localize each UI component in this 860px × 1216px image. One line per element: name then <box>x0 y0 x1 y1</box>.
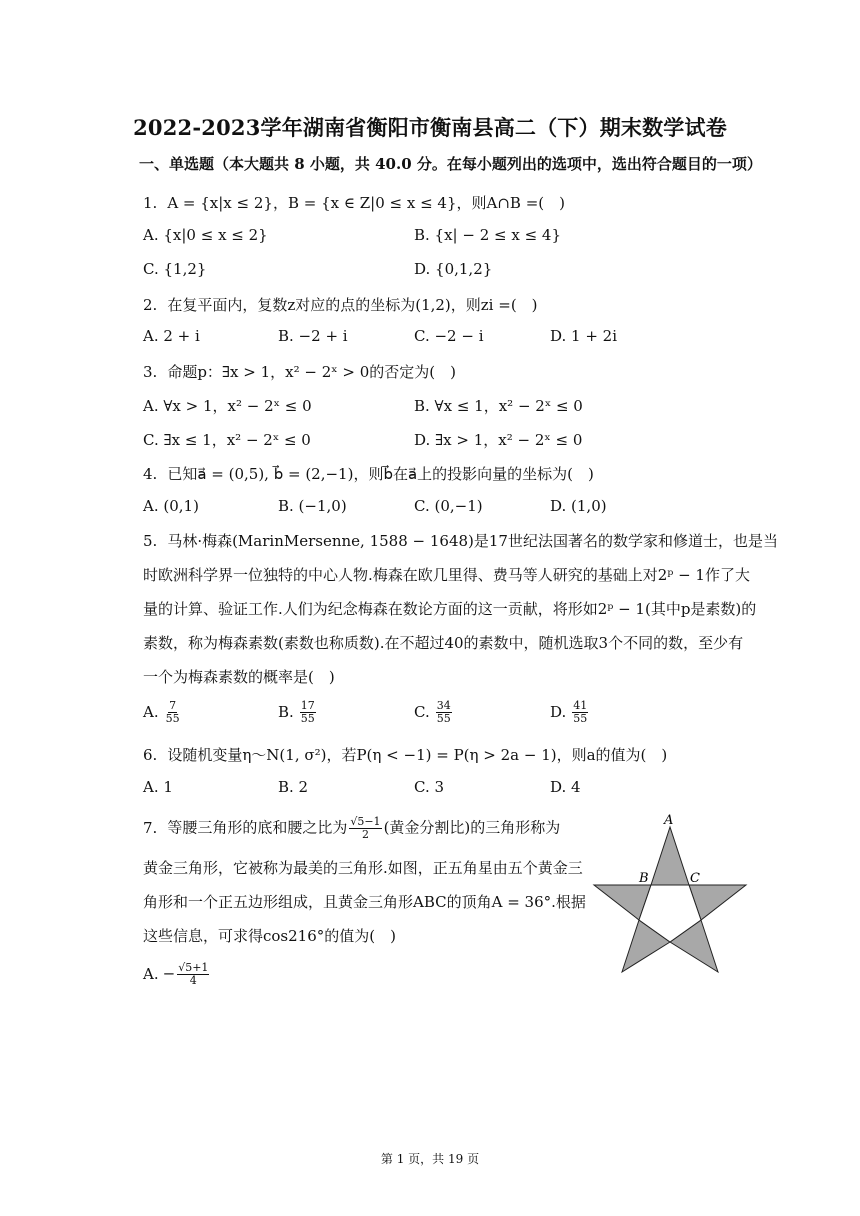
question-2 <box>143 294 538 315</box>
option-d: D. 4 <box>550 778 581 796</box>
numerator: 17 <box>300 699 315 712</box>
denominator: 55 <box>436 712 451 725</box>
question-5 <box>143 530 778 551</box>
numerator: 7 <box>169 699 177 712</box>
question-7 <box>143 816 560 841</box>
option-c: C. 3 <box>414 778 445 796</box>
option-a: A. ∀x > 1，x² − 2ˣ ≤ 0 <box>143 397 312 415</box>
fraction <box>572 700 588 725</box>
question-number: 1. <box>143 194 158 212</box>
question-number: 4. <box>143 465 158 483</box>
option-d: D. (1,0) <box>550 497 607 515</box>
denominator: 55 <box>300 712 315 725</box>
question-stem: 设随机变量η～N(1, σ²)，若P(η < −1) = P(η > 2a − 1)，则a的值为( ) <box>167 746 668 764</box>
denominator: 55 <box>165 712 180 725</box>
question-text-line: 一个为梅森素数的概率是( ) <box>143 668 335 686</box>
option-letter: C. <box>414 702 430 721</box>
option-b: B. −2 + i <box>278 327 348 345</box>
option-c: C. (0,−1) <box>414 497 483 515</box>
question-text: 等腰三角形的底和腰之比为 <box>167 818 348 837</box>
option-b: B. (−1,0) <box>278 497 347 515</box>
option-letter: A. <box>143 702 159 721</box>
option-d: D. ∃x > 1，x² − 2ˣ ≤ 0 <box>414 431 583 449</box>
option-letter: D. <box>550 702 567 721</box>
question-text: (黄金分割比)的三角形称为 <box>383 818 561 837</box>
question-1 <box>143 192 565 213</box>
option-b <box>278 700 318 725</box>
option-b: B. 2 <box>278 778 309 796</box>
option-a <box>143 700 183 725</box>
question-number: 6. <box>143 746 158 764</box>
question-text-line: 马林·梅森(MarinMersenne, 1588 − 1648)是17世纪法国著名的数学家和修道士，也是当 <box>167 532 778 550</box>
denominator: 55 <box>573 712 588 725</box>
numerator: 34 <box>436 699 451 712</box>
numerator: √5−1 <box>350 815 381 828</box>
option-d: D. {0,1,2} <box>414 260 493 278</box>
option-b: B. {x| − 2 ≤ x ≤ 4} <box>414 226 562 244</box>
option-d: D. 1 + 2i <box>550 327 618 345</box>
fraction <box>436 700 452 725</box>
question-text-line: 角形和一个正五边形组成，且黄金三角形ABC的顶角A = 36°.根据 <box>143 893 586 911</box>
question-stem: 在复平面内，复数z对应的点的坐标为(1,2)，则zi =( ) <box>167 296 538 314</box>
option-d <box>550 700 590 725</box>
denominator: 4 <box>189 974 197 987</box>
section-header: 一、单选题（本大题共 8 小题，共 40.0 分。在每小题列出的选项中，选出符合题目的一项） <box>139 155 762 173</box>
option-a: A. 2 + i <box>143 327 200 345</box>
page-footer: 第 1 页，共 19 页 <box>380 1152 480 1166</box>
label-c: C <box>690 871 700 886</box>
question-stem: 命题p：∃x > 1，x² − 2ˣ > 0的否定为( ) <box>167 363 456 381</box>
question-3 <box>143 361 456 382</box>
label-b: B <box>639 871 649 886</box>
golden-ratio-fraction <box>349 816 381 841</box>
page-title: 2022-2023学年湖南省衡阳市衡南县高二（下）期末数学试卷 <box>133 115 727 140</box>
question-4 <box>143 463 594 484</box>
question-6 <box>143 744 667 765</box>
question-stem: 已知a⃗ = (0,5), b⃗ = (2,−1)，则b⃗在a⃗上的投影向量的坐标为( ) <box>167 465 594 483</box>
question-number: 7. <box>143 818 158 837</box>
numerator: √5+1 <box>178 961 209 974</box>
question-text-line: 素数，称为梅森素数(素数也称质数).在不超过40的素数中，随机选取3个不同的数，至少有 <box>143 634 744 652</box>
question-text-line: 黄金三角形，它被称为最美的三角形.如图，正五角星由五个黄金三 <box>143 859 583 877</box>
label-a: A <box>664 813 674 828</box>
question-stem: A = {x|x ≤ 2}，B = {x ∈ Z|0 ≤ x ≤ 4}，则A∩B =( ) <box>167 194 565 212</box>
option-a: A. {x|0 ≤ x ≤ 2} <box>143 226 268 244</box>
option-b: B. ∀x ≤ 1，x² − 2ˣ ≤ 0 <box>414 397 583 415</box>
option-a <box>143 962 211 987</box>
fraction <box>165 700 181 725</box>
option-c: C. {1,2} <box>143 260 207 278</box>
question-text-line: 这些信息，可求得cos216°的值为( ) <box>143 927 396 945</box>
question-number: 2. <box>143 296 158 314</box>
star-point-top <box>651 827 689 885</box>
fraction <box>177 962 209 987</box>
question-number: 3. <box>143 363 158 381</box>
option-a: A. (0,1) <box>143 497 199 515</box>
fraction <box>300 700 316 725</box>
question-text-line: 时欧洲科学界一位独特的中心人物.梅森在欧几里得、费马等人研究的基础上对2ᵖ − 1作了大 <box>143 566 750 584</box>
pentagram-figure <box>589 810 753 978</box>
numerator: 41 <box>573 699 588 712</box>
option-c <box>414 700 454 725</box>
option-c: C. −2 − i <box>414 327 484 345</box>
option-c: C. ∃x ≤ 1，x² − 2ˣ ≤ 0 <box>143 431 311 449</box>
option-a: A. 1 <box>143 778 173 796</box>
option-letter: B. <box>278 702 294 721</box>
question-text-line: 量的计算、验证工作.人们为纪念梅森在数论方面的这一贡献，将形如2ᵖ − 1(其中p是素数)的 <box>143 600 757 618</box>
option-letter: A. <box>143 964 159 983</box>
minus-sign: − <box>162 964 176 983</box>
denominator: 2 <box>361 828 369 841</box>
question-number: 5. <box>143 532 158 550</box>
